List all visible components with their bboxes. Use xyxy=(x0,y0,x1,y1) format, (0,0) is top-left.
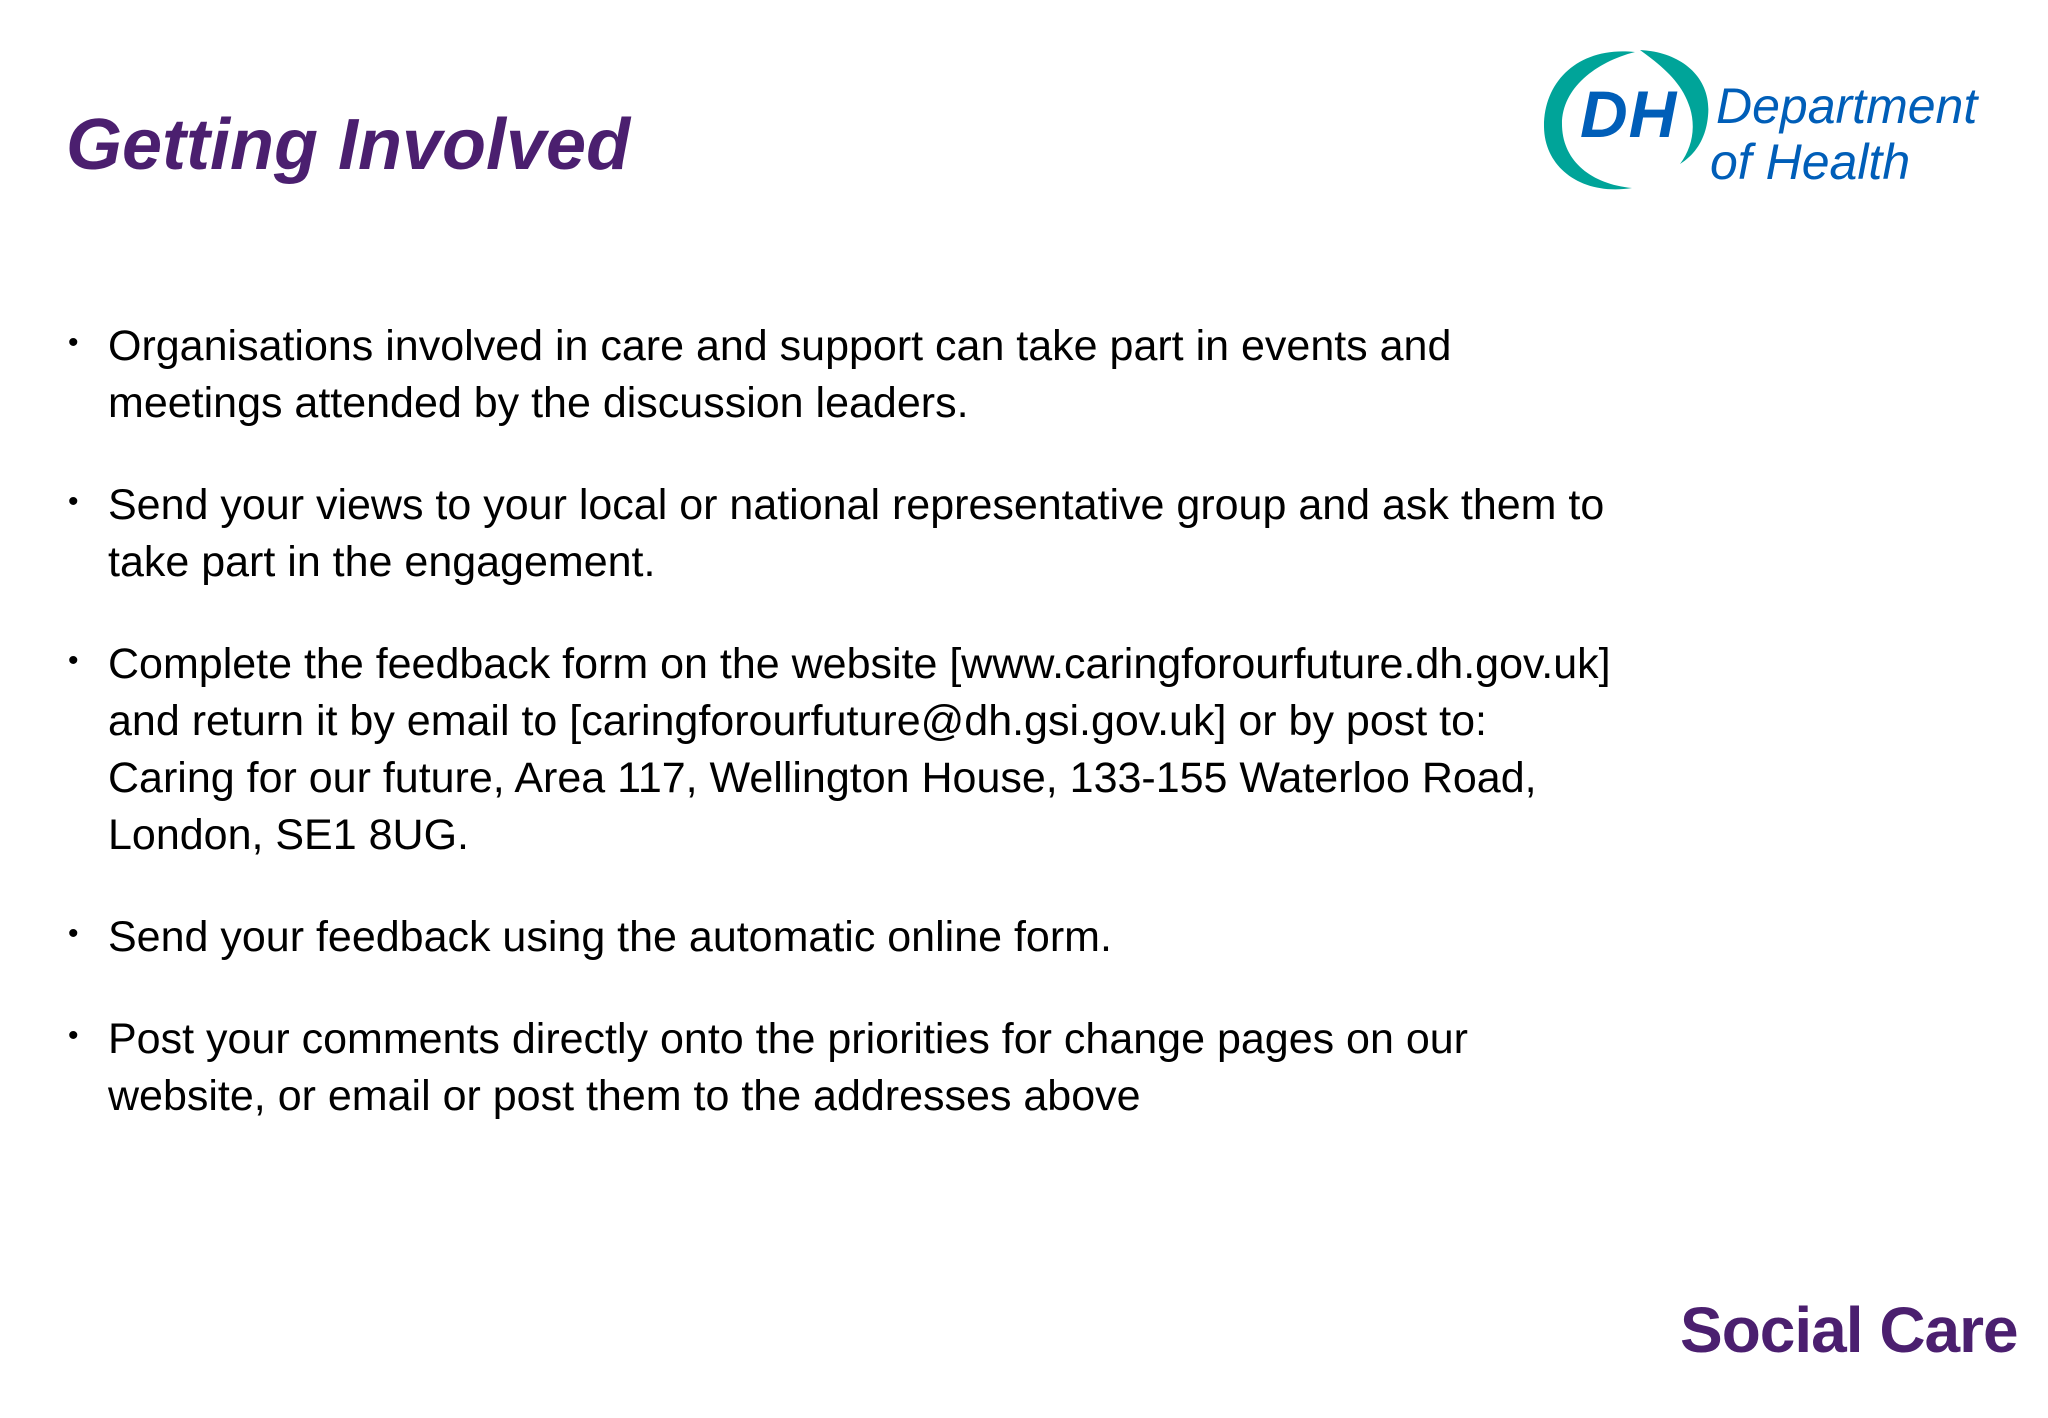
bullet-dot-icon: • xyxy=(68,485,79,518)
bullet-line: take part in the engagement. xyxy=(108,538,656,586)
slide-title: Getting Involved xyxy=(66,105,631,185)
bullet-line: meetings attended by the discussion leaders. xyxy=(108,379,969,427)
bullet-dot-icon: • xyxy=(68,1019,79,1052)
bullet-item xyxy=(66,477,1786,591)
social-care-brand: Social Care xyxy=(1680,1294,2018,1366)
bullet-line: Organisations involved in care and support can take part in events and xyxy=(108,322,1452,370)
bullet-item xyxy=(66,909,1786,966)
bullet-line: and return it by email to [caringforourfuture@dh.gsi.gov.uk] or by post to: xyxy=(108,697,1487,745)
bullet-item xyxy=(66,636,1786,864)
bullet-dot-icon: • xyxy=(68,644,79,677)
bullet-list xyxy=(66,318,1786,1170)
bullet-line: London, SE1 8UG. xyxy=(108,811,469,859)
logo-department-text: Department xyxy=(1716,78,1978,134)
bullet-line: website, or email or post them to the addresses above xyxy=(108,1072,1141,1120)
bullet-line: Caring for our future, Area 117, Wellington House, 133-155 Waterloo Road, xyxy=(108,754,1537,802)
dh-logo xyxy=(1540,38,2010,198)
bullet-dot-icon: • xyxy=(68,326,79,359)
dh-monogram: DH xyxy=(1580,77,1678,151)
bullet-item xyxy=(66,318,1786,432)
bullet-line: Send your views to your local or national representative group and ask them to xyxy=(108,481,1605,529)
bullet-dot-icon: • xyxy=(68,917,79,950)
logo-health-text: of Health xyxy=(1710,134,1911,190)
bullet-line: Send your feedback using the automatic online form. xyxy=(108,913,1112,961)
bullet-item xyxy=(66,1011,1786,1125)
bullet-line: Complete the feedback form on the website [www.caringforourfuture.dh.gov.uk] xyxy=(108,640,1611,688)
bullet-line: Post your comments directly onto the priorities for change pages on our xyxy=(108,1015,1468,1063)
